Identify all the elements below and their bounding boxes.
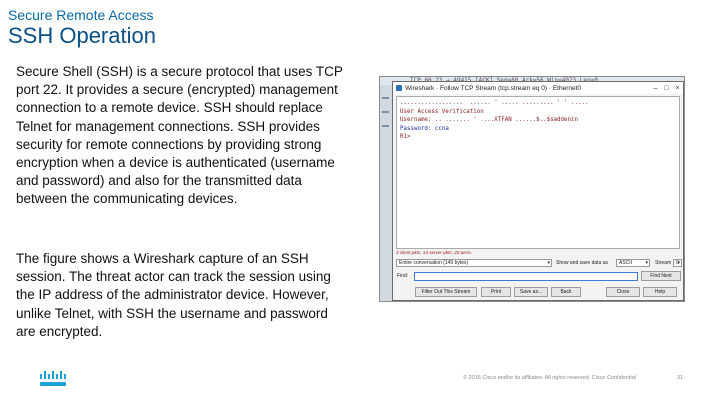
back-button[interactable]: Back xyxy=(551,287,581,297)
find-next-button[interactable]: Find Next xyxy=(641,271,681,281)
find-label: Find: xyxy=(397,273,409,279)
help-button[interactable]: Help xyxy=(643,287,677,297)
maximize-icon[interactable]: □ xyxy=(664,84,669,92)
print-button[interactable]: Print xyxy=(481,287,511,297)
background-gutter xyxy=(380,85,392,302)
stream-number-input[interactable]: 0 ▾ xyxy=(673,259,682,267)
minimize-icon[interactable]: – xyxy=(653,84,658,92)
find-input[interactable] xyxy=(414,272,638,281)
stream-line: Username: .. ....... ' ....XTFAN ......$..$saddenin xyxy=(400,117,578,123)
stream-line: R1> xyxy=(400,134,411,140)
copyright-text: © 2016 Cisco and/or its affiliates. All rights reserved. Cisco Confidential xyxy=(463,375,637,381)
window-title: Wireshark · Follow TCP Stream (tcp.stream eq 0) · Ethernet0 xyxy=(405,84,582,92)
filter-out-button[interactable]: Filter Out This Stream xyxy=(415,287,477,297)
stream-line: .................. ...... ' ..... ......... ' ' ..... xyxy=(400,100,589,106)
conversation-select[interactable]: Entire conversation (149 bytes) ▾ xyxy=(396,259,552,267)
show-data-label: Show and save data as xyxy=(556,260,608,266)
follow-tcp-stream-window xyxy=(392,81,684,301)
page-number: 31 xyxy=(677,375,684,381)
stream-content[interactable] xyxy=(396,96,680,249)
save-as-button[interactable]: Save as... xyxy=(514,287,548,297)
stream-line: Password: ccna xyxy=(400,125,449,132)
format-select[interactable]: ASCII ▾ xyxy=(616,259,650,267)
cisco-logo xyxy=(38,370,68,388)
stream-label: Stream xyxy=(655,260,672,266)
window-titlebar xyxy=(393,82,683,94)
slide-title: SSH Operation xyxy=(8,23,156,48)
close-icon[interactable]: × xyxy=(675,84,680,92)
body-paragraph-2: The figure shows a Wireshark capture of an SSH session. The threat actor can track the session using the IP address of the administrator device. However, unlike Telnet, with SSH the username and password are encrypted. xyxy=(16,251,331,339)
slide-kicker: Secure Remote Access xyxy=(8,7,154,23)
close-button[interactable]: Close xyxy=(606,287,640,297)
wireshark-icon xyxy=(396,85,402,91)
stream-line: User Access Verification xyxy=(400,108,484,115)
body-paragraph-1: Secure Shell (SSH) is a secure protocol that uses TCP port 22. It provides a secure (encrypted) management connection to a remote device. SSH should replace Telnet for management connections. SSH provides security for remote connections by providing strong encryption when a device is authenticated (username and password) and also for the transmitted data between the communicating devices. xyxy=(16,64,343,207)
wireshark-screenshot xyxy=(379,76,685,302)
packet-stats: 3 client pkts, 14 server pkts, 20 turns. xyxy=(396,250,473,255)
